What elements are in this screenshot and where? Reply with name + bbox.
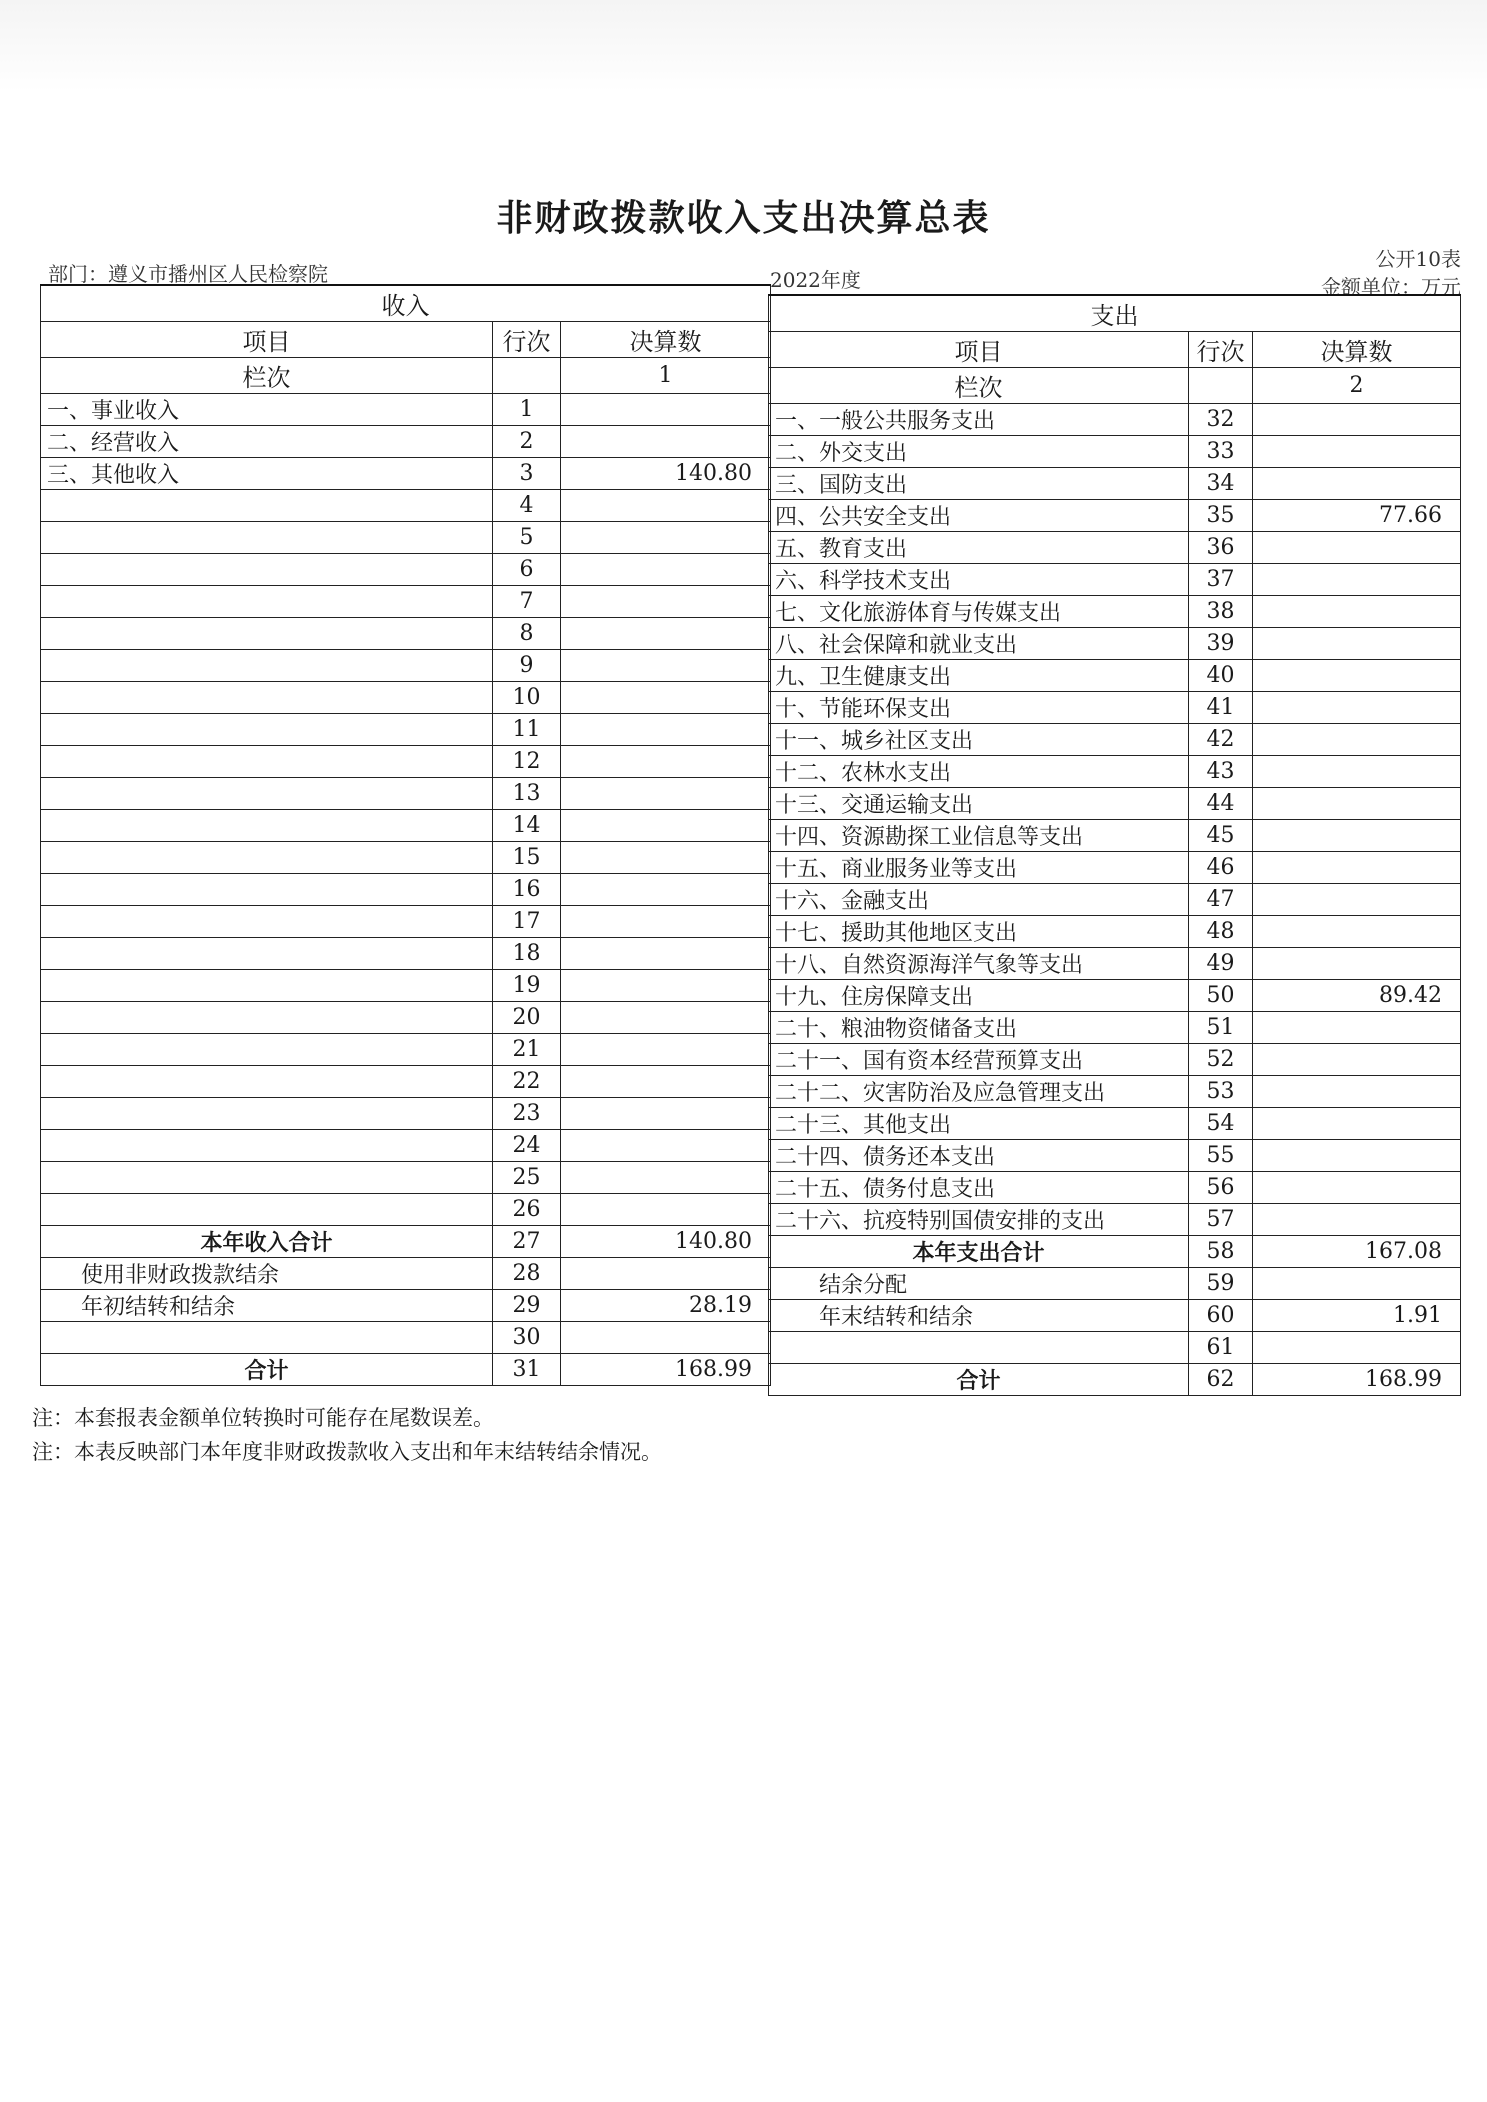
income-row-no-cell: 25 <box>493 1162 561 1194</box>
income-item-cell <box>41 522 493 554</box>
income-amount-cell <box>561 554 771 586</box>
income-row-label: 栏次 <box>41 358 493 394</box>
expense-item-cell: 十六、金融支出 <box>769 884 1189 916</box>
expense-item-cell: 二十二、灾害防治及应急管理支出 <box>769 1076 1189 1108</box>
expense-amount-cell <box>1253 628 1461 660</box>
expense-amount-cell <box>1253 916 1461 948</box>
income-row-no-cell: 5 <box>493 522 561 554</box>
income-item-cell: 一、事业收入 <box>41 394 493 426</box>
income-total-row-total-no: 27 <box>493 1226 561 1258</box>
income-table-row <box>41 1258 771 1290</box>
income-item-cell <box>41 650 493 682</box>
expense-col-amount: 决算数 <box>1253 332 1461 368</box>
expense-row-no-cell: 39 <box>1189 628 1253 660</box>
income-item-cell <box>41 1002 493 1034</box>
income-grand-total-row-grand-label: 合计 <box>41 1354 493 1386</box>
expense-table-row <box>769 628 1461 660</box>
income-amount-cell <box>561 970 771 1002</box>
expense-amount-cell <box>1253 948 1461 980</box>
expense-row-no-cell: 55 <box>1189 1140 1253 1172</box>
expense-row-no-cell: 61 <box>1189 1332 1253 1364</box>
expense-row-no-cell: 40 <box>1189 660 1253 692</box>
expense-item-cell: 一、一般公共服务支出 <box>769 404 1189 436</box>
expense-row-no-cell: 60 <box>1189 1300 1253 1332</box>
expense-amount-cell <box>1253 820 1461 852</box>
income-item-cell: 二、经营收入 <box>41 426 493 458</box>
income-total-row-total-label: 本年收入合计 <box>41 1226 493 1258</box>
income-item-cell: 使用非财政拨款结余 <box>41 1258 493 1290</box>
expense-table-row <box>769 564 1461 596</box>
expense-table-row <box>769 884 1461 916</box>
income-item-cell: 年初结转和结余 <box>41 1290 493 1322</box>
expense-row-no-cell: 32 <box>1189 404 1253 436</box>
expense-amount-cell <box>1253 436 1461 468</box>
scan-top-shade <box>0 0 1487 92</box>
income-item-cell <box>41 1098 493 1130</box>
expense-table-row <box>769 1332 1461 1364</box>
income-amount-cell <box>561 1098 771 1130</box>
income-grand-total-row-grand-amount: 168.99 <box>561 1354 771 1386</box>
expense-row-no-cell: 57 <box>1189 1204 1253 1236</box>
income-amount-cell <box>561 714 771 746</box>
income-col-index: 1 <box>561 358 771 394</box>
expense-item-cell: 十四、资源勘探工业信息等支出 <box>769 820 1189 852</box>
income-item-cell <box>41 874 493 906</box>
expense-grand-total-row <box>769 1364 1461 1396</box>
income-row-no-cell: 1 <box>493 394 561 426</box>
income-amount-cell <box>561 618 771 650</box>
expense-total-row-total-amount: 167.08 <box>1253 1236 1461 1268</box>
income-item-cell <box>41 1034 493 1066</box>
income-table-row <box>41 714 771 746</box>
expense-amount-cell <box>1253 1012 1461 1044</box>
expense-row-label: 栏次 <box>769 368 1189 404</box>
expense-item-cell: 十一、城乡社区支出 <box>769 724 1189 756</box>
expense-table-row <box>769 1140 1461 1172</box>
income-amount-cell <box>561 938 771 970</box>
income-total-row <box>41 1226 771 1258</box>
income-total-row-total-amount: 140.80 <box>561 1226 771 1258</box>
expense-item-cell: 四、公共安全支出 <box>769 500 1189 532</box>
expense-item-cell: 二、外交支出 <box>769 436 1189 468</box>
expense-row-no-cell: 48 <box>1189 916 1253 948</box>
income-amount-cell <box>561 650 771 682</box>
income-item-cell <box>41 938 493 970</box>
income-row-no-cell: 3 <box>493 458 561 490</box>
expense-row-no-cell: 38 <box>1189 596 1253 628</box>
income-item-cell <box>41 586 493 618</box>
income-row-no-cell: 6 <box>493 554 561 586</box>
expense-row-no-cell: 34 <box>1189 468 1253 500</box>
income-amount-cell <box>561 1130 771 1162</box>
income-table-row <box>41 1034 771 1066</box>
expense-item-cell: 六、科学技术支出 <box>769 564 1189 596</box>
expense-table-row <box>769 468 1461 500</box>
expense-amount-cell <box>1253 724 1461 756</box>
expense-item-cell: 十、节能环保支出 <box>769 692 1189 724</box>
expense-table-row <box>769 1044 1461 1076</box>
expense-item-cell: 二十五、债务付息支出 <box>769 1172 1189 1204</box>
income-row-no-cell: 26 <box>493 1194 561 1226</box>
expense-amount-cell: 77.66 <box>1253 500 1461 532</box>
expense-table-row <box>769 1300 1461 1332</box>
income-amount-cell <box>561 1002 771 1034</box>
expense-table <box>768 294 1461 1396</box>
expense-row-no-cell: 54 <box>1189 1108 1253 1140</box>
income-row-no-cell: 15 <box>493 842 561 874</box>
income-row-no-cell: 17 <box>493 906 561 938</box>
expense-row-no-cell: 37 <box>1189 564 1253 596</box>
expense-row-no-cell: 45 <box>1189 820 1253 852</box>
expense-total-row <box>769 1236 1461 1268</box>
expense-row-no-cell: 33 <box>1189 436 1253 468</box>
income-row-no-cell: 23 <box>493 1098 561 1130</box>
expense-table-row <box>769 1076 1461 1108</box>
income-item-cell <box>41 554 493 586</box>
expense-table-row <box>769 852 1461 884</box>
income-item-cell <box>41 1322 493 1354</box>
expense-item-cell: 二十四、债务还本支出 <box>769 1140 1189 1172</box>
income-row-no-cell: 2 <box>493 426 561 458</box>
expense-amount-cell <box>1253 1044 1461 1076</box>
expense-table-row <box>769 820 1461 852</box>
expense-amount-cell <box>1253 1268 1461 1300</box>
income-amount-cell <box>561 1258 771 1290</box>
income-table-row <box>41 842 771 874</box>
expense-amount-cell <box>1253 468 1461 500</box>
expense-table-row <box>769 660 1461 692</box>
expense-total-row-total-label: 本年支出合计 <box>769 1236 1189 1268</box>
income-amount-cell <box>561 1194 771 1226</box>
income-amount-cell <box>561 874 771 906</box>
expense-table-row <box>769 1108 1461 1140</box>
fiscal-year: 2022年度 <box>770 268 861 292</box>
expense-table-row <box>769 916 1461 948</box>
expense-amount-cell <box>1253 692 1461 724</box>
expense-amount-cell <box>1253 1076 1461 1108</box>
income-table-row <box>41 458 771 490</box>
income-item-cell <box>41 970 493 1002</box>
income-row-no-cell: 30 <box>493 1322 561 1354</box>
income-table-row <box>41 1162 771 1194</box>
expense-amount-cell <box>1253 1172 1461 1204</box>
income-table-row <box>41 906 771 938</box>
income-table-row <box>41 810 771 842</box>
expense-item-cell: 十八、自然资源海洋气象等支出 <box>769 948 1189 980</box>
income-row-no-cell: 10 <box>493 682 561 714</box>
form-number: 公开10表 <box>1375 247 1461 271</box>
income-table-row <box>41 586 771 618</box>
income-table-row <box>41 1002 771 1034</box>
income-row-no-cell: 9 <box>493 650 561 682</box>
expense-grand-total-row-grand-label: 合计 <box>769 1364 1189 1396</box>
expense-item-cell: 三、国防支出 <box>769 468 1189 500</box>
expense-item-cell: 七、文化旅游体育与传媒支出 <box>769 596 1189 628</box>
expense-table-row <box>769 692 1461 724</box>
expense-item-cell: 十五、商业服务业等支出 <box>769 852 1189 884</box>
income-grand-total-row <box>41 1354 771 1386</box>
income-amount-cell <box>561 586 771 618</box>
expense-item-cell: 二十、粮油物资储备支出 <box>769 1012 1189 1044</box>
expense-amount-cell <box>1253 1108 1461 1140</box>
income-amount-cell: 140.80 <box>561 458 771 490</box>
income-table <box>40 284 771 1386</box>
expense-row-no-cell: 46 <box>1189 852 1253 884</box>
income-table-row <box>41 1322 771 1354</box>
expense-row-label-blank <box>1189 368 1253 404</box>
expense-item-cell <box>769 1332 1189 1364</box>
income-row-no-cell: 13 <box>493 778 561 810</box>
income-row-no-cell: 19 <box>493 970 561 1002</box>
expense-row-no-cell: 35 <box>1189 500 1253 532</box>
income-amount-cell <box>561 426 771 458</box>
income-item-cell <box>41 682 493 714</box>
expense-amount-cell <box>1253 1140 1461 1172</box>
expense-row-no-cell: 59 <box>1189 1268 1253 1300</box>
expense-table-row <box>769 1268 1461 1300</box>
expense-amount-cell <box>1253 660 1461 692</box>
expense-col-index: 2 <box>1253 368 1461 404</box>
income-item-cell <box>41 842 493 874</box>
expense-amount-cell <box>1253 404 1461 436</box>
expense-amount-cell <box>1253 852 1461 884</box>
income-amount-cell: 28.19 <box>561 1290 771 1322</box>
income-amount-cell <box>561 1066 771 1098</box>
expense-row-no-cell: 36 <box>1189 532 1253 564</box>
income-item-cell <box>41 1130 493 1162</box>
income-row-no-cell: 12 <box>493 746 561 778</box>
note-rounding: 注：本套报表金额单位转换时可能存在尾数误差。 <box>32 1406 494 1430</box>
income-table-row <box>41 522 771 554</box>
income-item-cell <box>41 1162 493 1194</box>
expense-row-no-cell: 43 <box>1189 756 1253 788</box>
department-label: 部门：遵义市播州区人民检察院 <box>48 262 328 286</box>
income-table-row <box>41 778 771 810</box>
expense-amount-cell <box>1253 1204 1461 1236</box>
page-title: 非财政拨款收入支出决算总表 <box>496 197 991 239</box>
income-amount-cell <box>561 778 771 810</box>
expense-table-row <box>769 788 1461 820</box>
expense-amount-cell <box>1253 788 1461 820</box>
expense-row-no-cell: 56 <box>1189 1172 1253 1204</box>
income-row-no-cell: 29 <box>493 1290 561 1322</box>
expense-table-row <box>769 596 1461 628</box>
expense-table-row <box>769 1012 1461 1044</box>
note-scope: 注：本表反映部门本年度非财政拨款收入支出和年末结转结余情况。 <box>32 1440 662 1464</box>
expense-item-cell: 十二、农林水支出 <box>769 756 1189 788</box>
expense-item-cell: 二十三、其他支出 <box>769 1108 1189 1140</box>
income-table-row <box>41 618 771 650</box>
income-table-row <box>41 1098 771 1130</box>
expense-grand-total-row-grand-amount: 168.99 <box>1253 1364 1461 1396</box>
income-section-header: 收入 <box>41 285 771 322</box>
expense-item-cell: 八、社会保障和就业支出 <box>769 628 1189 660</box>
expense-grand-total-row-grand-no: 62 <box>1189 1364 1253 1396</box>
income-amount-cell <box>561 1322 771 1354</box>
income-row-no-cell: 7 <box>493 586 561 618</box>
expense-amount-cell <box>1253 564 1461 596</box>
income-amount-cell <box>561 394 771 426</box>
income-col-row: 行次 <box>493 322 561 358</box>
income-row-no-cell: 20 <box>493 1002 561 1034</box>
income-col-item: 项目 <box>41 322 493 358</box>
expense-row-no-cell: 41 <box>1189 692 1253 724</box>
expense-table-row <box>769 756 1461 788</box>
income-row-no-cell: 14 <box>493 810 561 842</box>
income-row-label-blank <box>493 358 561 394</box>
expense-table-row <box>769 948 1461 980</box>
income-table-row <box>41 746 771 778</box>
income-item-cell: 三、其他收入 <box>41 458 493 490</box>
expense-item-cell: 五、教育支出 <box>769 532 1189 564</box>
expense-row-no-cell: 52 <box>1189 1044 1253 1076</box>
income-table-row <box>41 938 771 970</box>
income-row-no-cell: 8 <box>493 618 561 650</box>
expense-row-no-cell: 51 <box>1189 1012 1253 1044</box>
income-amount-cell <box>561 490 771 522</box>
income-amount-cell <box>561 810 771 842</box>
income-row-no-cell: 21 <box>493 1034 561 1066</box>
expense-table-row <box>769 1204 1461 1236</box>
expense-row-no-cell: 47 <box>1189 884 1253 916</box>
income-item-cell <box>41 490 493 522</box>
expense-item-cell: 年末结转和结余 <box>769 1300 1189 1332</box>
income-col-amount: 决算数 <box>561 322 771 358</box>
expense-amount-cell: 1.91 <box>1253 1300 1461 1332</box>
expense-item-cell: 结余分配 <box>769 1268 1189 1300</box>
income-table-row <box>41 682 771 714</box>
income-item-cell <box>41 618 493 650</box>
income-row-no-cell: 11 <box>493 714 561 746</box>
income-amount-cell <box>561 906 771 938</box>
expense-amount-cell <box>1253 884 1461 916</box>
income-table-row <box>41 1066 771 1098</box>
expense-amount-cell <box>1253 1332 1461 1364</box>
expense-row-no-cell: 42 <box>1189 724 1253 756</box>
income-row-no-cell: 24 <box>493 1130 561 1162</box>
expense-table-row <box>769 724 1461 756</box>
expense-item-cell: 二十六、抗疫特别国债安排的支出 <box>769 1204 1189 1236</box>
expense-item-cell: 九、卫生健康支出 <box>769 660 1189 692</box>
income-amount-cell <box>561 746 771 778</box>
income-row-no-cell: 4 <box>493 490 561 522</box>
income-row-no-cell: 18 <box>493 938 561 970</box>
expense-item-cell: 十九、住房保障支出 <box>769 980 1189 1012</box>
expense-table-row <box>769 404 1461 436</box>
income-table-row <box>41 970 771 1002</box>
income-row-no-cell: 22 <box>493 1066 561 1098</box>
expense-table-row <box>769 1172 1461 1204</box>
income-amount-cell <box>561 1162 771 1194</box>
income-table-row <box>41 490 771 522</box>
expense-row-no-cell: 53 <box>1189 1076 1253 1108</box>
income-grand-total-row-grand-no: 31 <box>493 1354 561 1386</box>
expense-amount-cell: 89.42 <box>1253 980 1461 1012</box>
income-amount-cell <box>561 842 771 874</box>
expense-table-row <box>769 980 1461 1012</box>
income-table-row <box>41 394 771 426</box>
expense-item-cell: 二十一、国有资本经营预算支出 <box>769 1044 1189 1076</box>
income-amount-cell <box>561 522 771 554</box>
expense-item-cell: 十七、援助其他地区支出 <box>769 916 1189 948</box>
income-item-cell <box>41 1194 493 1226</box>
expense-item-cell: 十三、交通运输支出 <box>769 788 1189 820</box>
income-item-cell <box>41 810 493 842</box>
income-table-row <box>41 554 771 586</box>
expense-section-header: 支出 <box>769 295 1461 332</box>
expense-row-no-cell: 50 <box>1189 980 1253 1012</box>
income-item-cell <box>41 714 493 746</box>
income-table-row <box>41 426 771 458</box>
income-table-row <box>41 874 771 906</box>
expense-amount-cell <box>1253 756 1461 788</box>
income-item-cell <box>41 778 493 810</box>
expense-table-row <box>769 500 1461 532</box>
expense-col-row: 行次 <box>1189 332 1253 368</box>
income-item-cell <box>41 1066 493 1098</box>
income-amount-cell <box>561 1034 771 1066</box>
income-row-no-cell: 16 <box>493 874 561 906</box>
expense-amount-cell <box>1253 532 1461 564</box>
expense-table-row <box>769 532 1461 564</box>
income-table-row <box>41 1130 771 1162</box>
income-item-cell <box>41 746 493 778</box>
expense-row-no-cell: 49 <box>1189 948 1253 980</box>
income-amount-cell <box>561 682 771 714</box>
expense-col-item: 项目 <box>769 332 1189 368</box>
expense-table-row <box>769 436 1461 468</box>
expense-amount-cell <box>1253 596 1461 628</box>
income-table-row <box>41 1290 771 1322</box>
income-table-row <box>41 650 771 682</box>
income-row-no-cell: 28 <box>493 1258 561 1290</box>
expense-row-no-cell: 44 <box>1189 788 1253 820</box>
amount-unit: 金额单位：万元 <box>1321 275 1461 299</box>
income-item-cell <box>41 906 493 938</box>
expense-total-row-total-no: 58 <box>1189 1236 1253 1268</box>
income-table-row <box>41 1194 771 1226</box>
